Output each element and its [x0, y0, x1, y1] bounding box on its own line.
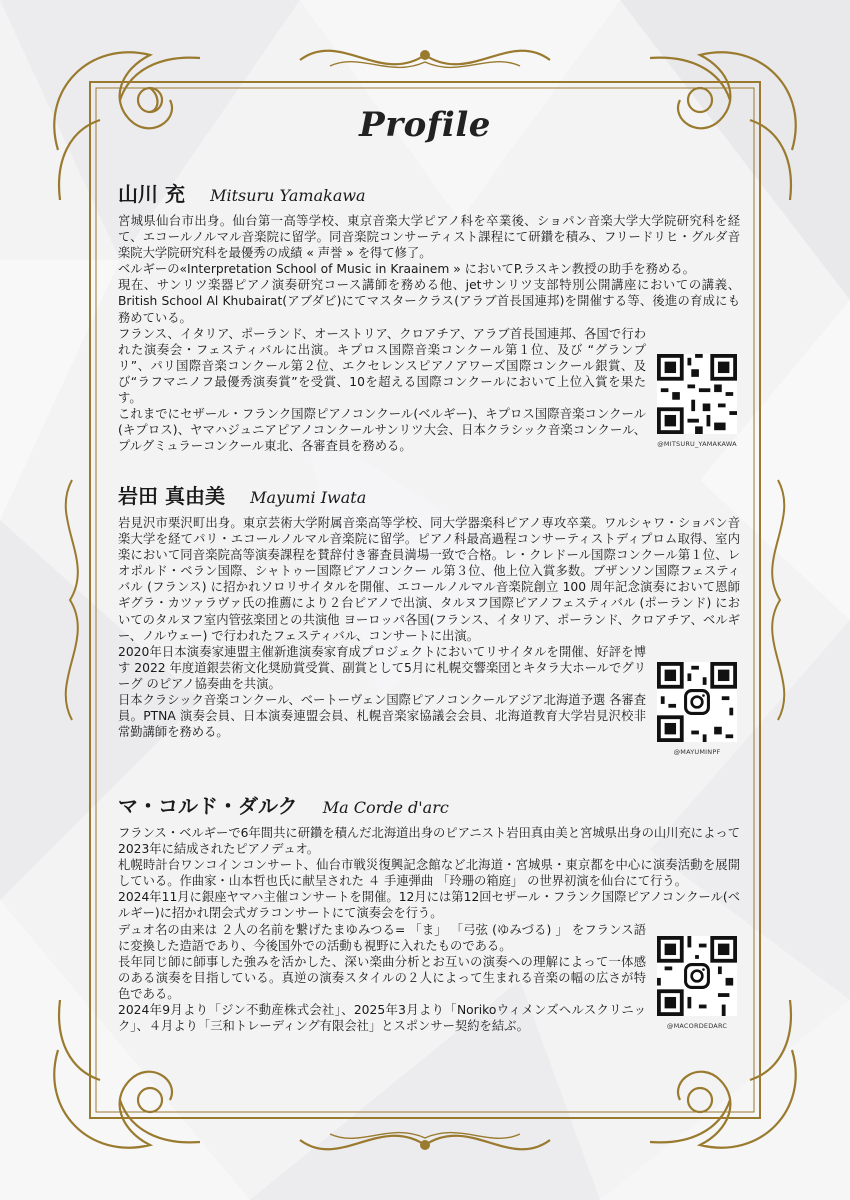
profile-name-en: Ma Corde d'arc — [322, 798, 449, 817]
bio-paragraph: 現在、サンリツ楽器ピアノ演奏研究コース講師を務める他、jetサンリツ支部特別公開講座においての講義、British School Al Khubairat(アブダビ)にてマスタークラス(アラブ首長国連邦)を開催する等、後進の育成にも務めている。 — [118, 278, 740, 325]
bio-paragraph: ベルギーの«Interpretation School of Music in Kraainem » においてP.ラスキン教授の助手を務める。 — [118, 262, 695, 277]
profile-name-row — [118, 790, 740, 819]
bio-paragraph: フランス、イタリア、ポーランド、オーストリア、クロアチア、アラブ首長国連邦、各国で行われた演奏会・フェスティバルに出演。キプロス国際音楽コンクール第１位、及び “グランプリ”、パリ国際音楽コンクール第２位、エクセレンスピアノアワーズ国際コンクール銀賞、及び“ラフマニノフ最優秀演奏賞”を受賞、10を超える国際コンクールにおいて上位入賞を果たす。 — [118, 326, 646, 406]
bio-paragraph: フランス・ベルギーで6年間共に研鑽を積んだ北海道出身のピアニスト岩田真由美と宮城県出身の山川充によって2023年に結成されたピアノデュオ。 — [118, 826, 740, 857]
qr-label: @MITSURU_YAMAKAWA — [657, 439, 737, 448]
instagram-qr-icon[interactable] — [657, 936, 737, 1016]
bio-paragraph: 宮城県仙台市出身。仙台第一高等学校、東京音楽大学ピアノ科を卒業後、ショパン音楽大学大学院研究科を経て、エコールノルマル音楽院に留学。同音楽院コンサーティスト課程にて研鑽を積み、フリードリヒ・グルダ音楽院大学院研究科を最優秀の成績 « 声誉 » を得て修了。 — [118, 214, 740, 261]
bio-paragraph: デュオ名の由来は ２人の名前を繋げたまゆみつる= 「ま」 「弓弦 (ゆみづる) 」 をフランス語に変換した造語であり、今後国外での活動も視野に入れたものである。 — [118, 922, 646, 953]
instagram-qr-icon[interactable] — [657, 662, 737, 742]
bio-paragraph: 札幌時計台ワンコインコンサート、仙台市戦災復興記念館など北海道・宮城県・東京都を中心に演奏活動を展開している。作曲家・山本哲也氏に献呈された ４ 手連弾曲 「玲珊の箱庭」 の世界初演を仙台にて行う。 — [118, 858, 740, 889]
profile-section-yamakawa — [118, 178, 740, 456]
bio-paragraph: 2024年11月に銀座ヤマハ主催コンサートを開催。12月には第12回セザール・フランク国際ピアノコンクール(ベルギー)に招かれ閉会式ガラコンサートにて演奏会を行う。 — [118, 890, 740, 921]
bio-paragraph: 岩見沢市栗沢町出身。東京芸術大学附属音楽高等学校、同大学器楽科ピアノ専攻卒業。ワルシャワ・ショパン音楽大学を経てパリ・エコールノルマル音楽院に留学。ピアノ科最高過程コンサーティストディプロム取得、室内楽において同音楽院高等演奏課程を賛辞付き審査員満場一致で合格。レ・クレドール国際コンクール第１位、レオポルド・ベラン国際、シャトゥー国際ピアノコンクー ル第３位、他上位入賞多数。ブザンソン国際フェスティバル (フランス) に招かれソロリサイタルを開催、エコールノルマル音楽院創立 100 周年記念演奏において恩師ギグラ・カツァラヴァ氏の推薦により２台ピアノで出演、タルヌフ国際ピアノフェスティバル (ポーランド) においてのタルヌフ室内管弦楽団との共演他 ヨーロッパ各国(フランス、イタリア、ポーランド、クロアチア、ベルギー、ノルウェー) で行われたフェスティバル、コンサートに出演。 — [118, 516, 740, 643]
profile-bio — [118, 213, 740, 454]
bio-paragraph: 日本クラシック音楽コンクール、ベートーヴェン国際ピアノコンクールアジア北海道予選 各審査員。PTNA 演奏会員、日本演奏連盟会員、札幌音楽家協議会会員、北海道教育大学岩見沢校非常勤講師を務める。 — [118, 693, 646, 740]
qr-block[interactable] — [654, 354, 740, 452]
bio-paragraph: 2020年日本演奏家連盟主催新進演奏家育成プロジェクトにおいてリサイタルを開催、好評を博す 2022 年度道銀芸術文化奨励賞受賞、副賞として5月に札幌交響楽団とキタラ大ホールでグリーグ のピアノ協奏曲を共演。 — [118, 644, 646, 691]
profile-name-en: Mitsuru Yamakawa — [210, 186, 366, 205]
profile-name-en: Mayumi Iwata — [250, 488, 367, 507]
qr-block[interactable] — [654, 936, 740, 1034]
profile-section-duo — [118, 790, 740, 1038]
page-title: Profile — [359, 105, 491, 145]
qr-label: @MAYUMINPF — [673, 747, 721, 756]
profile-name-jp: マ・コルド・ダルク — [118, 794, 298, 818]
bio-paragraph: 2024年9月より「ジン不動産株式会社」、2025年3月より「Norikoウィメンズヘルスクリニック」、４月より「三和トレーディング有限会社」とスポンサー契約を結ぶ。 — [118, 1003, 646, 1034]
bio-paragraph: 長年同じ師に師事した強みを活かした、深い楽曲分析とお互いの演奏への理解によって一体感のある演奏を目指している。真逆の演奏スタイルの２人によって生まれる音楽の幅の広さが特色である。 — [118, 954, 646, 1001]
profile-bio — [118, 515, 740, 756]
bio-paragraph: これまでにセザール・フランク国際ピアノコンクール(ベルギー)、キプロス国際音楽コンクール(キプロス)、ヤマハジュニアピアノコンクールサンリツ大会、日本クラシック音楽コンクール、プルグミュラーコンクール東北、各審査員を務める。 — [118, 407, 646, 454]
profile-name-jp: 岩田 真由美 — [118, 484, 225, 508]
profile-name-row — [118, 178, 740, 207]
profile-section-iwata — [118, 480, 740, 764]
qr-block[interactable] — [654, 662, 740, 760]
profile-name-row — [118, 480, 740, 509]
profile-bio — [118, 825, 740, 1034]
qr-code-icon[interactable] — [657, 354, 737, 434]
profile-name-jp: 山川 充 — [118, 182, 185, 206]
qr-label: @MACORDEDARC — [666, 1021, 728, 1030]
